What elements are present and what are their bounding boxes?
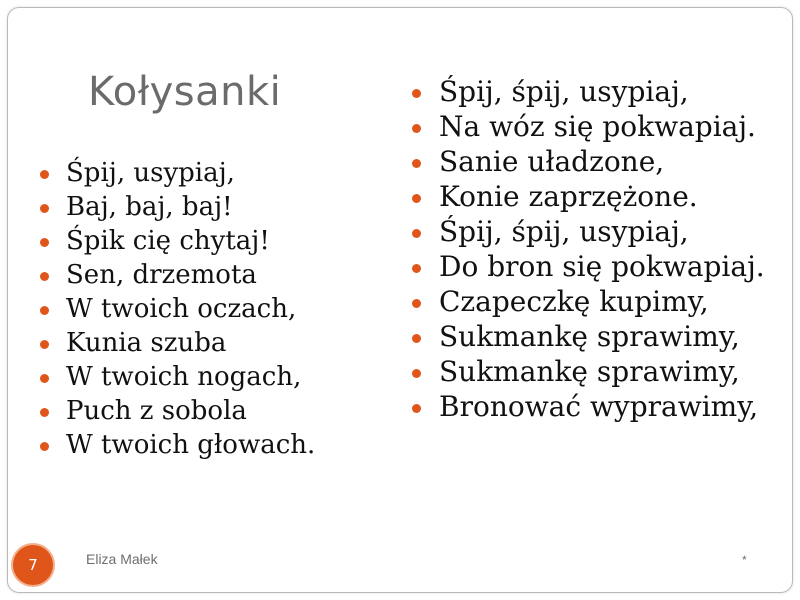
verse-line: Puch z sobola [40, 394, 380, 428]
verse-line: Śpik cię chytaj! [40, 224, 380, 258]
verse-line: Baj, baj, baj! [40, 190, 380, 224]
right-verse-list [412, 76, 782, 426]
verse-line: Śpij, śpij, usypiaj, [412, 76, 782, 108]
verse-line: W twoich głowach. [40, 428, 380, 462]
footer-author: Eliza Małek [86, 551, 158, 567]
verse-line: Czapeczkę kupimy, [412, 286, 782, 318]
verse-line: Sanie uładzone, [412, 146, 782, 178]
verse-line: Sukmankę sprawimy, [412, 321, 782, 353]
verse-line: Bronować wyprawimy, [412, 391, 782, 423]
left-verse-list [40, 156, 380, 462]
verse-line: W twoich oczach, [40, 292, 380, 326]
page-number-badge: 7 [13, 545, 53, 585]
verse-line: Kunia szuba [40, 326, 380, 360]
verse-line: W twoich nogach, [40, 360, 380, 394]
verse-line: Sen, drzemota [40, 258, 380, 292]
verse-line: Do bron się pokwapiaj. [412, 251, 782, 283]
slide-title: Kołysanki [88, 69, 282, 115]
footer-marker: * [742, 553, 747, 567]
verse-line: Na wóz się pokwapiaj. [412, 111, 782, 143]
verse-line: Śpij, usypiaj, [40, 156, 380, 190]
verse-line: Konie zaprzężone. [412, 181, 782, 213]
verse-line: Śpij, śpij, usypiaj, [412, 216, 782, 248]
verse-line: Sukmankę sprawimy, [412, 356, 782, 388]
